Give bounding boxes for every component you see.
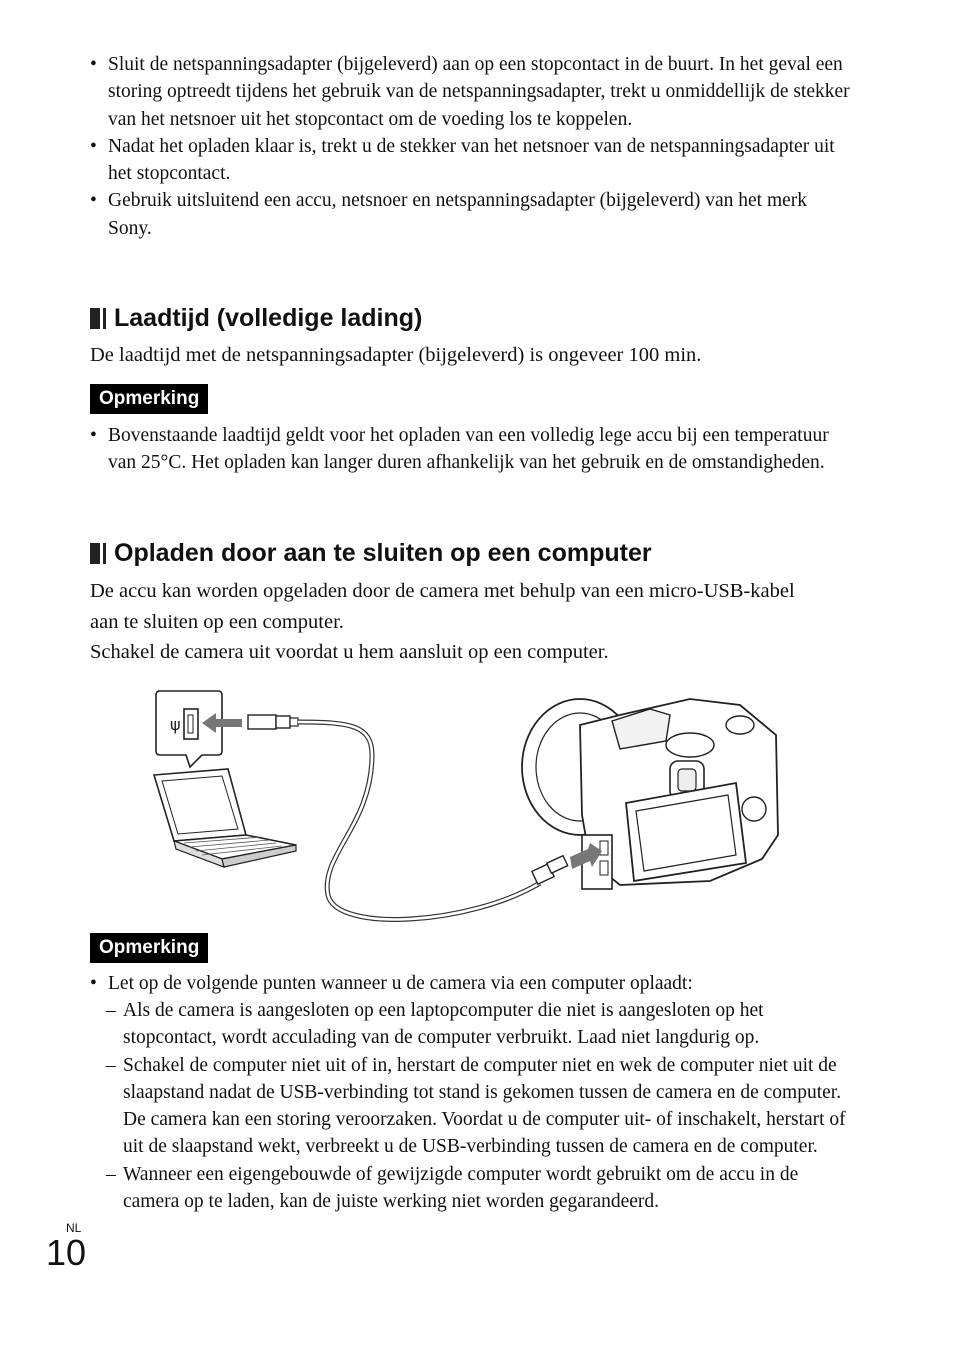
- list-item: • Nadat het opladen klaar is, trekt u de stekker van het netsnoer van de netspanningsadapter uit het stopcontact.: [90, 133, 850, 188]
- note-label: Opmerking: [90, 933, 208, 963]
- section-body: De laadtijd met de netspanningsadapter (bijgeleverd) is ongeveer 100 min.: [90, 344, 702, 366]
- section-heading-text: Laadtijd (volledige lading): [114, 304, 423, 332]
- page-number: 10: [46, 1232, 87, 1273]
- laptop-icon: [154, 769, 296, 867]
- note-bullet-list: [90, 422, 850, 477]
- section-body-2: Schakel de camera uit voordat u hem aansluit op een computer.: [90, 641, 609, 663]
- page-language: NL: [66, 1221, 82, 1235]
- section-marker-icon: [90, 543, 103, 564]
- list-item: • Gebruik uitsluitend een accu, netsnoer en netspanningsadapter (bijgeleverd) van het merk Sony.: [90, 187, 850, 242]
- list-item: • Let op de volgende punten wanneer u de camera via een computer oplaadt:: [90, 970, 850, 997]
- section-body-1: De accu kan worden opgeladen door de camera met behulp van een micro-USB-kabel aan te sluiten op een computer.: [90, 580, 795, 633]
- list-item: – Schakel de computer niet uit of in, herstart de computer niet en wek de computer niet uit de slaapstand nadat de USB-verbinding tot stand is gekomen tussen de camera en de computer. De camera kan een storing veroorzaken. Voordat u de computer uit- of inschakelt, herstart of uit de slaapstand wekt, verbreekt u de USB-verbinding tussen de camera en de computer.: [106, 1052, 846, 1161]
- svg-text:ψ: ψ: [170, 715, 181, 734]
- list-item: • Sluit de netspanningsadapter (bijgeleverd) aan op een stopcontact in de buurt. In het geval een storing optreedt tijdens het gebruik van de netspanningsadapter, trekt u onmiddellijk de stekker van het netsnoer uit het stopcontact om de voeding los te koppelen.: [90, 51, 850, 133]
- top-bullet-list: [90, 51, 850, 242]
- note-label: Opmerking: [90, 384, 208, 414]
- section-marker-icon: [90, 308, 103, 329]
- list-item: – Wanneer een eigengebouwde of gewijzigde computer wordt gebruikt om de accu in de camera op te laden, kan de juiste werking niet worden gegarandeerd.: [106, 1161, 846, 1216]
- section-heading-laadtijd: [90, 303, 422, 333]
- note-bullet-list: [90, 970, 850, 997]
- list-item: • Bovenstaande laadtijd geldt voor het opladen van een volledig lege accu bij een temperatuur van 25°C. Het opladen kan langer duren afhankelijk van het gebruik en de omstandigheden.: [90, 422, 850, 477]
- section-heading-text: Opladen door aan te sluiten op een computer: [114, 539, 652, 567]
- note-dash-list: [106, 997, 846, 1215]
- section-heading-computer: [90, 538, 652, 568]
- usb-cable-icon: [248, 715, 568, 919]
- charging-illustration: [150, 685, 790, 930]
- list-item: – Als de camera is aangesloten op een laptopcomputer die niet is aangesloten op het stopcontact, wordt acculading van de computer verbruikt. Laad niet langdurig op.: [106, 997, 846, 1052]
